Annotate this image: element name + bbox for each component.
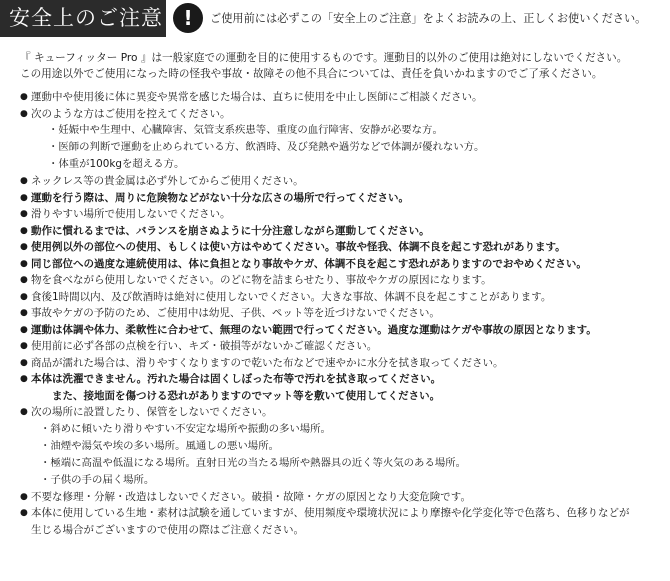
intro-line: 『 キューフィッター Pro 』は一般家庭での運動を目的に使用するものです。運動目的以外のご使用は絶対にしないでください。	[20, 52, 628, 64]
header	[0, 0, 670, 38]
sub-item: ・子供の手の届く場所。	[40, 473, 155, 486]
sub-item: ・油煙や湯気や埃の多い場所。風通しの悪い場所。	[40, 439, 279, 452]
list-item: ● 運動を行う際は、周りに危険物などがない十分な広さの場所で行ってください。	[20, 190, 668, 207]
list-item: ● 運動中や使用後に体に異変や異常を感じた場合は、直ちに使用を中止し医師にご相談ください。	[20, 89, 668, 106]
list-item: ● 動作に慣れるまでは、バランスを崩さぬように十分注意しながら運動してください。	[20, 223, 668, 240]
exclamation-icon: !	[173, 3, 203, 33]
list-item: ● 本体に使用している生地・素材は試験を通していますが、使用頻度や環境状況により摩擦や化学変化等で色落ち、色移りなどが	[20, 505, 668, 522]
list-item: ● 滑りやすい場所で使用しないでください。	[20, 206, 668, 223]
sub-item: ・斜めに傾いたり滑りやすい不安定な場所や振動の多い場所。	[40, 422, 331, 435]
list-item: ● 使用例以外の部位への使用、もしくは使い方はやめてください。事故や怪我、体調不良を起こす恐れがあります。	[20, 239, 668, 256]
list-item: ● 物を食べながら使用しないでください。のどに物を詰まらせたり、事故やケガの原因になります。	[20, 272, 668, 289]
list-item: ● 運動は体調や体力、柔軟性に合わせて、無理のない範囲で行ってください。過度な運動はケガや事故の原因となります。	[20, 322, 668, 339]
list-item: ● 不要な修理・分解・改造はしないでください。破損・故障・ケガの原因となり大変危険です。	[20, 489, 668, 506]
list-item: ● 本体は洗濯できません。汚れた場合は固くしぼった布等で汚れを拭き取ってください。	[20, 371, 668, 388]
list-item-continuation: 生じる場合がございますので使用の際はご注意ください。	[31, 523, 304, 536]
sub-item: ・妊娠中や生理中、心臓障害、気管支系疾患等、重度の血行障害、安静が必要な方。	[48, 124, 443, 136]
list-item: ● 同じ部位への過度な連続使用は、体に負担となり事故やケガ、体調不良を起こす恐れがありますのでおやめください。	[20, 256, 668, 273]
sub-item: ・極端に高温や低温になる場所。直射日光の当たる場所や熱器具の近く等火気のある場所。	[40, 456, 467, 469]
intro-line: この用途以外でご使用になった時の怪我や事故・故障その他不具合については、責任を負いかねますのでご了承ください。	[20, 68, 603, 80]
list-item-continuation: また、接地面を傷つける恐れがありますのでマット等を敷いて使用してください。	[52, 389, 441, 402]
list-item: ● 次の場所に設置したり、保管をしないでください。	[20, 404, 668, 421]
page-title: 安全上のご注意	[0, 0, 166, 37]
intro	[20, 50, 668, 82]
header-note: ご使用前には必ずこの「安全上のご注意」をよくお読みの上、正しくお使いください。	[210, 12, 647, 25]
notice-body	[20, 50, 668, 538]
list-item: ● 事故やケガの予防のため、ご使用中は幼児、子供、ペット等を近づけないでください。	[20, 305, 668, 322]
sub-item: ・体重が100kgを超える方。	[48, 158, 185, 170]
list-item: ● ネックレス等の貴金属は必ず外してからご使用ください。	[20, 173, 668, 190]
list-item: ● 食後1時間以内、及び飲酒時は絶対に使用しないでください。大きな事故、体調不良を起こすことがあります。	[20, 289, 668, 306]
list-item: ● 商品が濡れた場合は、滑りやすくなりますので乾いた布などで速やかに水分を拭き取ってください。	[20, 355, 668, 372]
sub-item: ・医師の判断で運動を止められている方、飲酒時、及び発熱や過労などで体調が優れない方。	[48, 141, 485, 153]
list-item: ● 使用前に必ず各部の点検を行い、キズ・破損等がないかご確認ください。	[20, 338, 668, 355]
list-item: ● 次のような方はご使用を控えてください。	[20, 106, 668, 123]
